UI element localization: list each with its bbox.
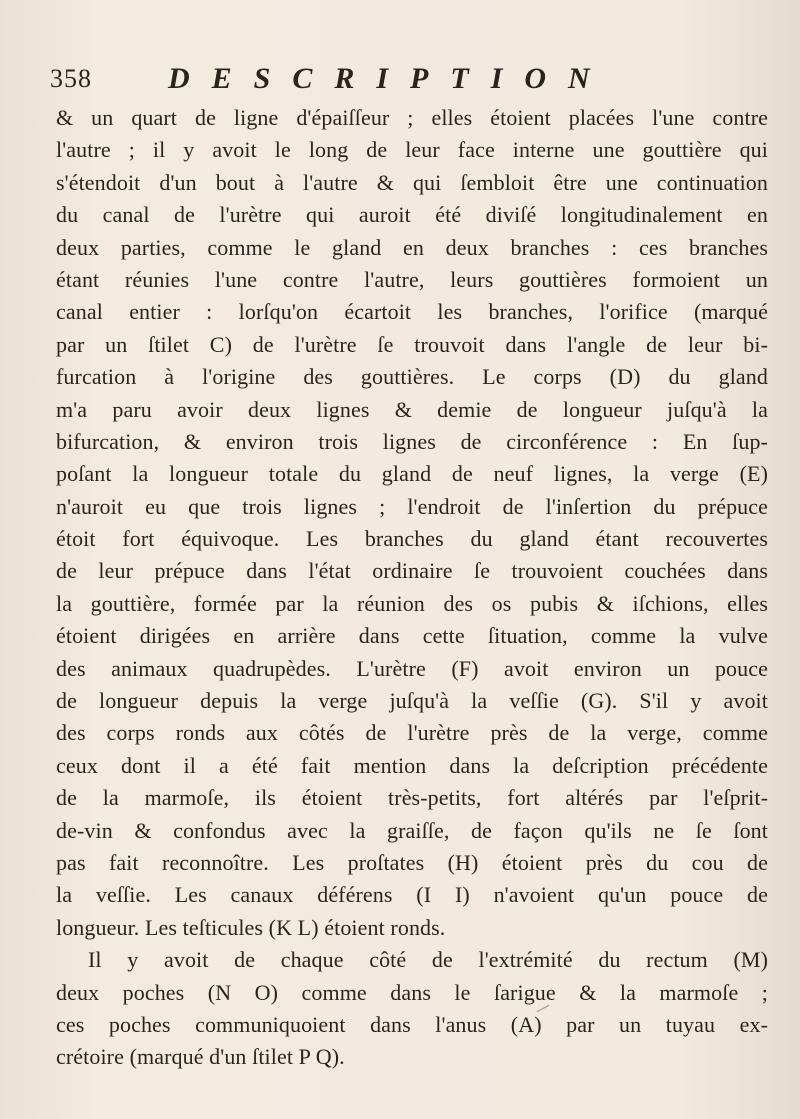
page-number: 358 [50, 64, 92, 93]
text-line: de la marmoſe, ils étoient très-petits, fort altérés par l'eſprit- [56, 785, 768, 811]
text-line: étoient dirigées en arrière dans cette ſituation, comme la vulve [56, 623, 768, 649]
text-line: de longueur depuis la verge juſqu'à la veſſie (G). S'il y avoit [56, 688, 768, 714]
text-line: des animaux quadrupèdes. L'urètre (F) avoit environ un pouce [56, 655, 768, 681]
text-line: deux parties, comme le gland en deux branches : ces branches [56, 234, 768, 260]
body-text [56, 102, 768, 1074]
text-line: poſant la longueur totale du gland de neuf lignes, la verge (E) [56, 461, 768, 487]
text-line: ceux dont il a été fait mention dans la deſcription précédente [56, 752, 768, 778]
text-line: des corps ronds aux côtés de l'urètre près de la verge, comme [56, 720, 768, 746]
text-line: crétoire (marqué d'un ſtilet P Q). [56, 1044, 345, 1070]
text-line: n'auroit eu que trois lignes ; l'endroit de l'inſertion du prépuce [56, 493, 768, 519]
text-line: la veſſie. Les canaux déférens (I I) n'avoient qu'un pouce de [56, 882, 768, 908]
text-line: pas fait reconnoître. Les proſtates (H) étoient près du cou de [56, 849, 768, 875]
text-line: par un ſtilet C) de l'urètre ſe trouvoit dans l'angle de leur bi- [56, 331, 768, 357]
text-line: étoit fort équivoque. Les branches du gland étant recouvertes [56, 526, 768, 552]
text-line: longueur. Les teſticules (K L) étoient ronds. [56, 914, 446, 940]
text-line: bifurcation, & environ trois lignes de circonférence : En ſup- [56, 428, 768, 454]
text-line: étant réunies l'une contre l'autre, leurs gouttières formoient un [56, 266, 768, 292]
text-line: de leur prépuce dans l'état ordinaire ſe trouvoient couchées dans [56, 558, 768, 584]
text-line: Il y avoit de chaque côté de l'extrémité du rectum (M) [88, 947, 768, 973]
running-head: DESCRIPTION [168, 62, 612, 95]
text-line: du canal de l'urètre qui auroit été diviſé longitudinalement en [56, 202, 768, 228]
text-line: s'étendoit d'un bout à l'autre & qui ſembloit être une continuation [56, 169, 768, 195]
text-line: canal entier : lorſqu'on écartoit les branches, l'orifice (marqué [56, 299, 768, 325]
text-line: furcation à l'origine des gouttières. Le corps (D) du gland [56, 364, 768, 390]
text-line: deux poches (N O) comme dans le ſarigue & la marmoſe ; [56, 979, 768, 1005]
page-header [50, 62, 770, 98]
text-line: & un quart de ligne d'épaiſſeur ; elles étoient placées l'une contre [56, 105, 768, 130]
text-line: m'a paru avoir deux lignes & demie de longueur juſqu'à la [56, 396, 768, 422]
text-line: l'autre ; il y avoit le long de leur face interne une gouttière qui [56, 137, 768, 163]
text-line: de-vin & confondus avec la graiſſe, de façon qu'ils ne ſe ſont [56, 817, 768, 843]
text-line: ces poches communiquoient dans l'anus (A) par un tuyau ex- [56, 1011, 768, 1037]
text-line: la gouttière, formée par la réunion des os pubis & iſchions, elles [56, 590, 768, 616]
